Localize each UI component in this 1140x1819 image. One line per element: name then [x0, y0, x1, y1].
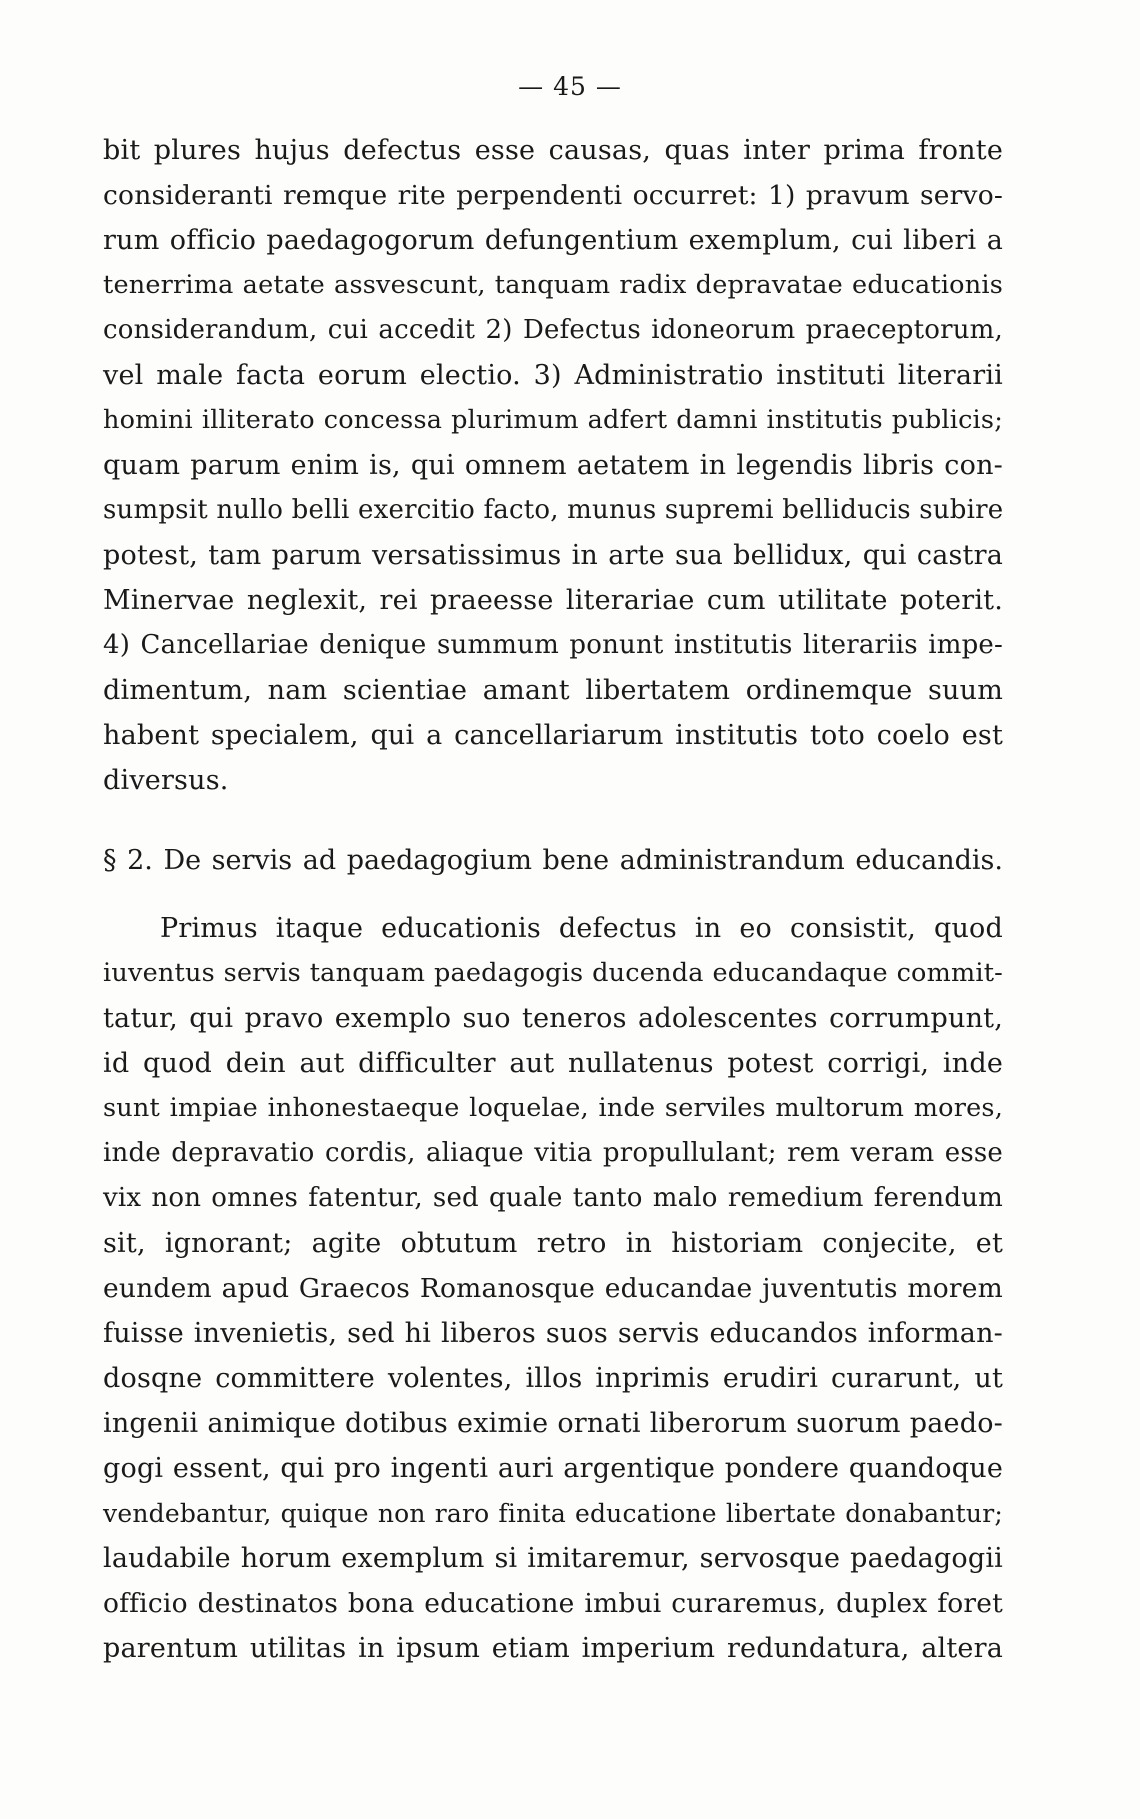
- text-line: vendebantur, quique non raro finita educatione libertate donabantur;: [103, 1499, 1003, 1528]
- text-line: ingenii animique dotibus eximie ornati liberorum suorum paedo-: [103, 1408, 1003, 1439]
- text-line: fuisse invenietis, sed hi liberos suos servis educandos informan-: [103, 1318, 1003, 1349]
- text-line: considerandum, cui accedit 2) Defectus idoneorum praeceptorum,: [103, 315, 1003, 345]
- section-heading-block: [103, 838, 1003, 883]
- text-line: dosqne committere volentes, illos inprimis erudiri curarunt, ut: [103, 1363, 1003, 1394]
- text-line: sit, ignorant; agite obtutum retro in historiam conjecite, et: [103, 1228, 1003, 1259]
- text-line: inde depravatio cordis, aliaque vitia propullulant; rem veram esse: [103, 1138, 1003, 1168]
- text-line: sunt impiae inhonestaeque loquelae, inde serviles multorum mores,: [103, 1093, 1003, 1123]
- text-line: iuventus servis tanquam paedagogis ducenda educandaque commit-: [103, 958, 1003, 988]
- text-line: parentum utilitas in ipsum etiam imperium redundatura, altera: [103, 1633, 1003, 1664]
- text-line: sumpsit nullo belli exercitio facto, munus supremi belliducis subire: [103, 495, 1004, 525]
- text-line: Primus itaque educationis defectus in eo consistit, quod: [160, 913, 1003, 944]
- text-line: officio destinatos bona educatione imbui curaremus, duplex foret: [103, 1588, 1003, 1619]
- text-line: diversus.: [103, 765, 229, 796]
- text-line: habent specialem, qui a cancellariarum institutis toto coelo est: [103, 720, 1003, 751]
- text-line: quam parum enim is, qui omnem aetatem in legendis libris con-: [103, 450, 1003, 481]
- text-line: vel male facta eorum electio. 3) Administratio instituti literarii: [103, 360, 1003, 391]
- text-line: potest, tam parum versatissimus in arte sua bellidux, qui castra: [103, 540, 1003, 571]
- page-number: — 45 —: [518, 72, 622, 101]
- text-line: rum officio paedagogorum defungentium exemplum, cui liberi a: [103, 225, 1003, 256]
- paragraph-servants: [103, 906, 1003, 1671]
- text-line: eundem apud Graecos Romanosque educandae juventutis morem: [103, 1273, 1003, 1304]
- text-line: vix non omnes fatentur, sed quale tanto malo remedium ferendum: [103, 1183, 1003, 1213]
- paragraph-causes: [103, 128, 1003, 803]
- section-heading: § 2. De servis ad paedagogium bene administrandum educandis.: [103, 845, 1003, 876]
- text-line: Minervae neglexit, rei praeesse literariae cum utilitate poterit.: [103, 585, 1003, 616]
- text-line: bit plures hujus defectus esse causas, quas inter prima fronte: [103, 135, 1003, 166]
- text-line: tatur, qui pravo exemplo suo teneros adolescentes corrumpunt,: [103, 1003, 1003, 1034]
- text-line: laudabile horum exemplum si imitaremur, servosque paedagogii: [103, 1543, 1003, 1574]
- text-line: homini illiterato concessa plurimum adfert damni institutis publicis;: [103, 405, 1003, 435]
- text-line: dimentum, nam scientiae amant libertatem ordinemque suum: [103, 675, 1003, 706]
- text-line: consideranti remque rite perpendenti occurret: 1) pravum servo-: [103, 180, 1003, 211]
- text-line: 4) Cancellariae denique summum ponunt institutis literariis impe-: [103, 630, 1003, 660]
- text-line: tenerrima aetate assvescunt, tanquam radix depravatae educationis: [103, 270, 1003, 300]
- text-line: gogi essent, qui pro ingenti auri argentique pondere quandoque: [103, 1453, 1003, 1484]
- text-line: id quod dein aut difficulter aut nullatenus potest corrigi, inde: [103, 1048, 1003, 1079]
